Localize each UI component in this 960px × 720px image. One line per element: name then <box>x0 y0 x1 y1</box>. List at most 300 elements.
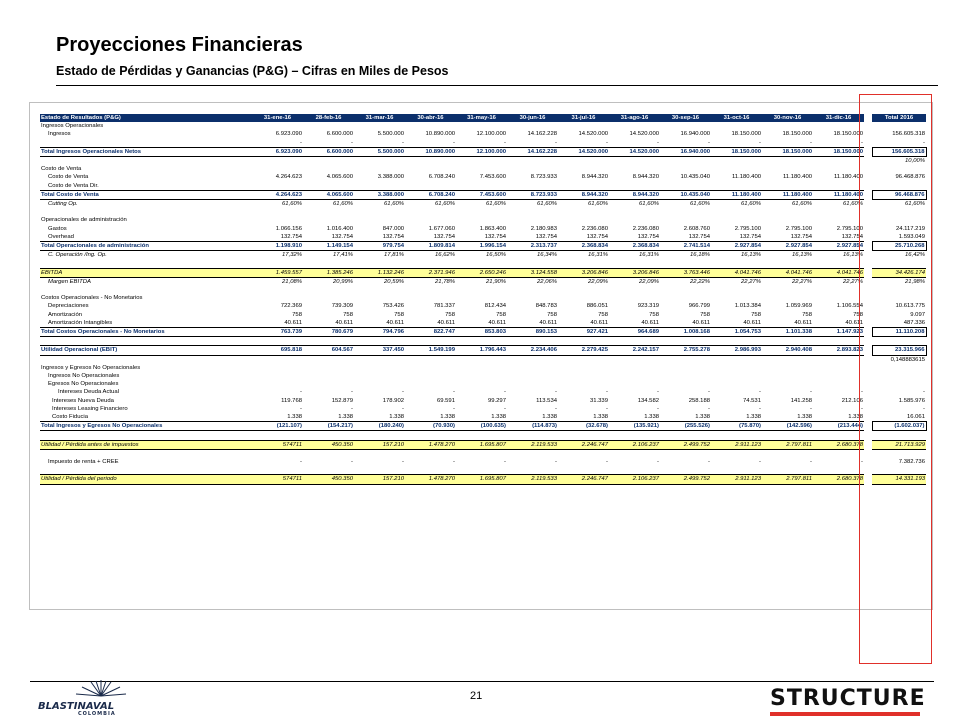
row-label: Egresos No Operacionales <box>48 381 119 388</box>
month-value-cell: - <box>759 459 761 466</box>
month-value-cell: 40.611 <box>488 319 506 326</box>
table-row <box>40 302 926 310</box>
month-value-cell <box>813 294 864 302</box>
row-label: Intereses Deuda Actual <box>58 389 119 396</box>
month-value-cell <box>252 208 303 216</box>
row-label <box>40 259 252 268</box>
month-value-cell: (213.444) <box>813 422 864 431</box>
month-value-cell: 5.500.000 <box>354 147 405 156</box>
month-value-cell <box>303 337 354 346</box>
month-value-cell <box>660 364 711 372</box>
month-value-cell <box>813 364 864 372</box>
month-value-cell: (70.930) <box>405 422 456 431</box>
month-value-cell <box>762 182 813 191</box>
month-value-cell <box>660 122 711 130</box>
table-row <box>40 364 926 372</box>
month-value-cell <box>558 364 609 372</box>
month-value-cell: 1.338 <box>491 414 506 421</box>
month-value-cell <box>711 449 762 458</box>
month-value-cell <box>252 431 303 440</box>
month-value-cell <box>813 337 864 346</box>
row-label: Overhead <box>48 233 74 240</box>
month-value-cell: 12.100.000 <box>456 147 507 156</box>
month-value-cell: (142.596) <box>762 422 813 431</box>
total-value-cell: 156.605.318 <box>872 147 926 156</box>
month-value-cell: 1.695.807 <box>456 475 507 484</box>
month-value-cell: 2.741.514 <box>660 242 711 251</box>
month-value-cell: 822.747 <box>405 328 456 337</box>
month-value-cell: 134.582 <box>637 397 659 404</box>
header-month-cell: 31-jul-16 <box>558 114 609 122</box>
row-label: Total Operacionales de administración <box>40 242 252 251</box>
month-value-cell: (154.217) <box>303 422 354 431</box>
month-value-cell: 61,60% <box>486 201 506 208</box>
total-row <box>40 147 926 156</box>
month-value-cell <box>507 337 558 346</box>
month-value-cell <box>252 449 303 458</box>
month-value-cell <box>303 380 354 388</box>
month-value-cell <box>711 364 762 372</box>
row-label <box>40 466 252 475</box>
month-value-cell: 40.611 <box>284 319 302 326</box>
row-label: Amortización Intangibles <box>48 319 113 326</box>
month-value-cell <box>711 294 762 302</box>
month-value-cell <box>762 216 813 224</box>
header-month-cell: 31-may-16 <box>456 114 507 122</box>
month-value-cell <box>456 372 507 380</box>
month-value-cell: 22,06% <box>537 278 557 285</box>
page-title: Proyecciones Financieras <box>56 34 303 56</box>
month-value-cell: 758 <box>343 311 353 318</box>
month-value-cell <box>762 431 813 440</box>
month-value-cell <box>558 157 609 166</box>
total-value-cell: 34.426.174 <box>872 268 926 277</box>
month-value-cell <box>405 259 456 268</box>
row-label <box>40 449 252 458</box>
month-value-cell: 758 <box>700 311 710 318</box>
month-value-cell <box>558 165 609 173</box>
total-row <box>40 346 926 355</box>
header-month-cell: 30-nov-16 <box>762 114 813 122</box>
month-value-cell <box>354 286 405 294</box>
month-value-cell: - <box>810 405 812 412</box>
header-month-cell: 31-ene-16 <box>252 114 303 122</box>
month-value-cell <box>660 286 711 294</box>
total-value-cell: 7.382.736 <box>898 459 925 466</box>
month-value-cell: 812.434 <box>484 303 506 310</box>
month-value-cell: 61,60% <box>282 201 302 208</box>
month-value-cell <box>507 294 558 302</box>
month-value-cell: 61,60% <box>588 201 608 208</box>
total-value-cell: - <box>923 405 925 412</box>
month-value-cell <box>252 122 303 130</box>
header-month-cell: 31-ago-16 <box>609 114 660 122</box>
month-value-cell <box>813 286 864 294</box>
month-value-cell: 758 <box>445 311 455 318</box>
month-value-cell: 31.339 <box>589 397 608 404</box>
month-value-cell <box>456 466 507 475</box>
month-value-cell: 1.054.753 <box>711 328 762 337</box>
month-value-cell: 2.106.237 <box>609 475 660 484</box>
month-value-cell: 2.795.100 <box>785 225 812 232</box>
total-value-cell: 21,98% <box>905 278 925 285</box>
table-row <box>40 380 926 388</box>
month-value-cell <box>660 294 711 302</box>
month-value-cell <box>354 216 405 224</box>
month-value-cell: 61,60% <box>843 201 863 208</box>
month-value-cell: 2.368.834 <box>609 242 660 251</box>
structure-logo-text: STRUCTURE <box>770 686 926 711</box>
table-row <box>40 355 926 364</box>
month-value-cell <box>762 355 813 364</box>
month-value-cell <box>303 364 354 372</box>
month-value-cell <box>456 259 507 268</box>
month-value-cell <box>609 208 660 216</box>
month-value-cell <box>762 165 813 173</box>
month-value-cell: 20,99% <box>333 278 353 285</box>
month-value-cell <box>456 364 507 372</box>
month-value-cell <box>609 466 660 475</box>
month-value-cell <box>660 259 711 268</box>
row-label: Margen EBITDA <box>48 278 91 285</box>
month-value-cell <box>507 208 558 216</box>
month-value-cell: - <box>606 459 608 466</box>
month-value-cell: 18.150.000 <box>782 131 812 138</box>
month-value-cell: - <box>810 139 812 146</box>
month-value-cell: 16,18% <box>690 252 710 259</box>
month-value-cell <box>303 182 354 191</box>
month-value-cell: 2.246.747 <box>558 475 609 484</box>
month-value-cell: 40.611 <box>845 319 863 326</box>
month-value-cell: 74.531 <box>742 397 761 404</box>
month-value-cell: 11.180.400 <box>762 190 813 199</box>
row-label <box>40 286 252 294</box>
month-value-cell <box>711 165 762 173</box>
month-value-cell: - <box>351 459 353 466</box>
month-value-cell: 16,31% <box>639 252 659 259</box>
month-value-cell <box>813 216 864 224</box>
month-value-cell <box>813 208 864 216</box>
table-row <box>40 122 926 130</box>
month-value-cell: 18.150.000 <box>731 131 761 138</box>
total-value-cell: 25.710.268 <box>872 242 926 251</box>
month-value-cell: 2.986.993 <box>711 346 762 355</box>
month-value-cell: 753.426 <box>382 303 404 310</box>
month-value-cell: 739.309 <box>331 303 353 310</box>
month-value-cell <box>354 165 405 173</box>
month-value-cell: 574711 <box>252 475 303 484</box>
month-value-cell: 22,27% <box>843 278 863 285</box>
month-value-cell: 3.388.000 <box>354 190 405 199</box>
table-row <box>40 130 926 138</box>
table-row <box>40 405 926 413</box>
month-value-cell: 6.708.240 <box>405 190 456 199</box>
month-value-cell <box>558 286 609 294</box>
month-value-cell: 2.119.533 <box>507 475 558 484</box>
month-value-cell: - <box>351 405 353 412</box>
month-value-cell <box>456 208 507 216</box>
table-row <box>40 431 926 440</box>
month-value-cell <box>252 259 303 268</box>
month-value-cell: 1.338 <box>593 414 608 421</box>
month-value-cell <box>660 431 711 440</box>
month-value-cell: 4.041.746 <box>762 268 813 277</box>
month-value-cell: 7.453.600 <box>456 190 507 199</box>
blastinaval-logo <box>36 678 166 716</box>
total-row <box>40 190 926 199</box>
month-value-cell: - <box>555 405 557 412</box>
month-value-cell: 337.450 <box>354 346 405 355</box>
total-value-cell: 156.605.318 <box>892 131 925 138</box>
month-value-cell <box>813 165 864 173</box>
month-value-cell: 157.210 <box>354 475 405 484</box>
month-value-cell <box>354 372 405 380</box>
month-value-cell: 604.567 <box>303 346 354 355</box>
month-value-cell: 16,50% <box>486 252 506 259</box>
month-value-cell: 1.478.270 <box>405 440 456 449</box>
month-value-cell: - <box>759 139 761 146</box>
month-value-cell <box>711 355 762 364</box>
month-value-cell <box>558 216 609 224</box>
total-value-cell: 16,42% <box>905 252 925 259</box>
row-label: Ingresos y Egresos No Operacionales <box>41 364 141 371</box>
month-value-cell <box>558 182 609 191</box>
month-value-cell <box>660 355 711 364</box>
month-value-cell: 2.797.811 <box>762 440 813 449</box>
month-value-cell: 16,31% <box>588 252 608 259</box>
ratio-row <box>40 157 926 166</box>
month-value-cell <box>303 449 354 458</box>
table-row <box>40 216 926 224</box>
month-value-cell: 2.119.533 <box>507 440 558 449</box>
month-value-cell <box>660 337 711 346</box>
table-row <box>40 388 926 396</box>
total-value-cell: 14.331.193 <box>872 475 926 484</box>
month-value-cell: - <box>657 389 659 396</box>
ratio-row <box>40 200 926 209</box>
month-value-cell <box>456 286 507 294</box>
month-value-cell: 40.611 <box>641 319 659 326</box>
month-value-cell: 40.611 <box>590 319 608 326</box>
month-value-cell: 61,60% <box>792 201 812 208</box>
month-value-cell <box>609 286 660 294</box>
month-value-cell <box>354 337 405 346</box>
header-month-cell: 30-jun-16 <box>507 114 558 122</box>
table-row <box>40 466 926 475</box>
month-value-cell: 8.944.320 <box>609 190 660 199</box>
row-label: Costo de Venta Dir. <box>48 182 99 189</box>
month-value-cell <box>354 294 405 302</box>
total-value-cell: 10,00% <box>905 158 925 165</box>
month-value-cell: 14.520.000 <box>629 131 659 138</box>
month-value-cell: - <box>453 139 455 146</box>
month-value-cell <box>711 157 762 166</box>
month-value-cell: 22,22% <box>690 278 710 285</box>
svg-text:COLOMBIA: COLOMBIA <box>78 711 116 716</box>
month-value-cell: 16,34% <box>537 252 557 259</box>
month-value-cell: 1.132.246 <box>354 268 405 277</box>
month-value-cell <box>354 466 405 475</box>
month-value-cell: 132.754 <box>433 233 455 240</box>
row-label <box>40 337 252 346</box>
svg-text:BLASTINAVAL: BLASTINAVAL <box>38 701 115 712</box>
month-value-cell: 4.065.600 <box>303 190 354 199</box>
month-value-cell: 40.611 <box>692 319 710 326</box>
month-value-cell: 1.338 <box>389 414 404 421</box>
month-value-cell: 1.338 <box>338 414 353 421</box>
month-value-cell <box>660 182 711 191</box>
month-value-cell: 2.236.080 <box>581 225 608 232</box>
table-row <box>40 372 926 380</box>
row-label: Gastos <box>48 225 67 232</box>
row-label <box>40 355 252 364</box>
row-label: EBITDA <box>40 268 252 277</box>
month-value-cell: 763.739 <box>252 328 303 337</box>
month-value-cell: 69.591 <box>436 397 455 404</box>
month-value-cell <box>252 294 303 302</box>
month-value-cell <box>762 466 813 475</box>
month-value-cell: 1.863.400 <box>479 225 506 232</box>
month-value-cell: 8.944.320 <box>632 174 659 181</box>
row-label <box>40 431 252 440</box>
month-value-cell <box>813 372 864 380</box>
month-value-cell: 780.679 <box>303 328 354 337</box>
month-value-cell: 113.534 <box>536 397 557 404</box>
month-value-cell: 16.940.000 <box>680 131 710 138</box>
month-value-cell <box>354 364 405 372</box>
page-number: 21 <box>470 690 483 702</box>
month-value-cell <box>711 259 762 268</box>
month-value-cell: 258.188 <box>688 397 710 404</box>
month-value-cell: (135.921) <box>609 422 660 431</box>
row-label: Costo de Venta <box>48 174 89 181</box>
row-label: Intereses Leasing Financiero <box>52 405 128 412</box>
month-value-cell: 11.180.400 <box>711 190 762 199</box>
month-value-cell <box>711 286 762 294</box>
total-value-cell: 21.713.929 <box>872 440 926 449</box>
month-value-cell <box>711 216 762 224</box>
table-row <box>40 182 926 191</box>
month-value-cell <box>660 380 711 388</box>
month-value-cell: - <box>861 139 863 146</box>
month-value-cell <box>252 182 303 191</box>
month-value-cell <box>660 165 711 173</box>
month-value-cell <box>609 216 660 224</box>
month-value-cell <box>405 449 456 458</box>
table-row <box>40 311 926 319</box>
month-value-cell: 964.689 <box>609 328 660 337</box>
month-value-cell: - <box>606 389 608 396</box>
month-value-cell: 966.799 <box>688 303 710 310</box>
month-value-cell: 132.754 <box>535 233 557 240</box>
month-value-cell: - <box>708 389 710 396</box>
month-value-cell: 61,60% <box>435 201 455 208</box>
month-value-cell <box>609 355 660 364</box>
month-value-cell <box>456 355 507 364</box>
row-label: Costos Operacionales - No Monetarios <box>41 295 143 302</box>
month-value-cell: 2.755.278 <box>660 346 711 355</box>
month-value-cell <box>303 372 354 380</box>
month-value-cell: - <box>300 459 302 466</box>
month-value-cell <box>354 431 405 440</box>
month-value-cell: 14.520.000 <box>578 131 608 138</box>
month-value-cell <box>558 259 609 268</box>
table-row <box>40 139 926 148</box>
table-row <box>40 337 926 346</box>
month-value-cell: - <box>504 405 506 412</box>
month-value-cell: 40.611 <box>335 319 353 326</box>
header-month-cell: 31-dic-16 <box>813 114 864 122</box>
month-value-cell <box>609 380 660 388</box>
month-value-cell: 152.879 <box>331 397 353 404</box>
month-value-cell: 2.893.823 <box>813 346 864 355</box>
month-value-cell <box>762 364 813 372</box>
month-value-cell: 11.180.400 <box>731 174 761 181</box>
month-value-cell: - <box>861 405 863 412</box>
month-value-cell: - <box>300 389 302 396</box>
month-value-cell <box>405 182 456 191</box>
month-value-cell: (121.107) <box>252 422 303 431</box>
month-value-cell <box>609 372 660 380</box>
month-value-cell: 6.708.240 <box>428 174 455 181</box>
month-value-cell: 853.803 <box>456 328 507 337</box>
row-label: Intereses Nueva Deuda <box>52 397 114 404</box>
month-value-cell <box>405 165 456 173</box>
month-value-cell: - <box>861 459 863 466</box>
month-value-cell: - <box>300 139 302 146</box>
month-value-cell <box>456 294 507 302</box>
month-value-cell: 2.680.378 <box>813 440 864 449</box>
table-row <box>40 233 926 242</box>
highlight-row <box>40 440 926 449</box>
total-value-cell: 9.097 <box>910 311 925 318</box>
row-label: Ingresos No Operacionales <box>48 373 120 380</box>
highlight-row <box>40 475 926 484</box>
month-value-cell <box>711 208 762 216</box>
row-label: Cutting Op. <box>48 201 78 208</box>
month-value-cell <box>660 157 711 166</box>
total-value-cell: 487.336 <box>903 319 925 326</box>
month-value-cell: (75.870) <box>711 422 762 431</box>
month-value-cell: 8.944.320 <box>558 190 609 199</box>
month-value-cell <box>558 431 609 440</box>
month-value-cell: 923.319 <box>637 303 659 310</box>
month-value-cell <box>507 372 558 380</box>
month-value-cell: 5.500.000 <box>377 131 404 138</box>
table-row <box>40 413 926 422</box>
month-value-cell <box>558 355 609 364</box>
month-value-cell <box>507 122 558 130</box>
month-value-cell <box>303 208 354 216</box>
month-value-cell: 132.754 <box>637 233 659 240</box>
month-value-cell: 132.754 <box>790 233 812 240</box>
month-value-cell: 61,60% <box>537 201 557 208</box>
month-value-cell <box>456 431 507 440</box>
table-row <box>40 458 926 466</box>
month-value-cell: 16.940.000 <box>660 147 711 156</box>
month-value-cell: 1.695.807 <box>456 440 507 449</box>
month-value-cell: 574711 <box>252 440 303 449</box>
total-value-cell: - <box>923 139 925 146</box>
month-value-cell: 14.520.000 <box>558 147 609 156</box>
month-value-cell <box>303 216 354 224</box>
month-value-cell: 61,60% <box>384 201 404 208</box>
month-value-cell: 40.611 <box>437 319 455 326</box>
month-value-cell: 3.206.846 <box>558 268 609 277</box>
month-value-cell: 1.149.154 <box>303 242 354 251</box>
total-value-cell: 16.061 <box>906 414 925 421</box>
month-value-cell: 794.796 <box>354 328 405 337</box>
